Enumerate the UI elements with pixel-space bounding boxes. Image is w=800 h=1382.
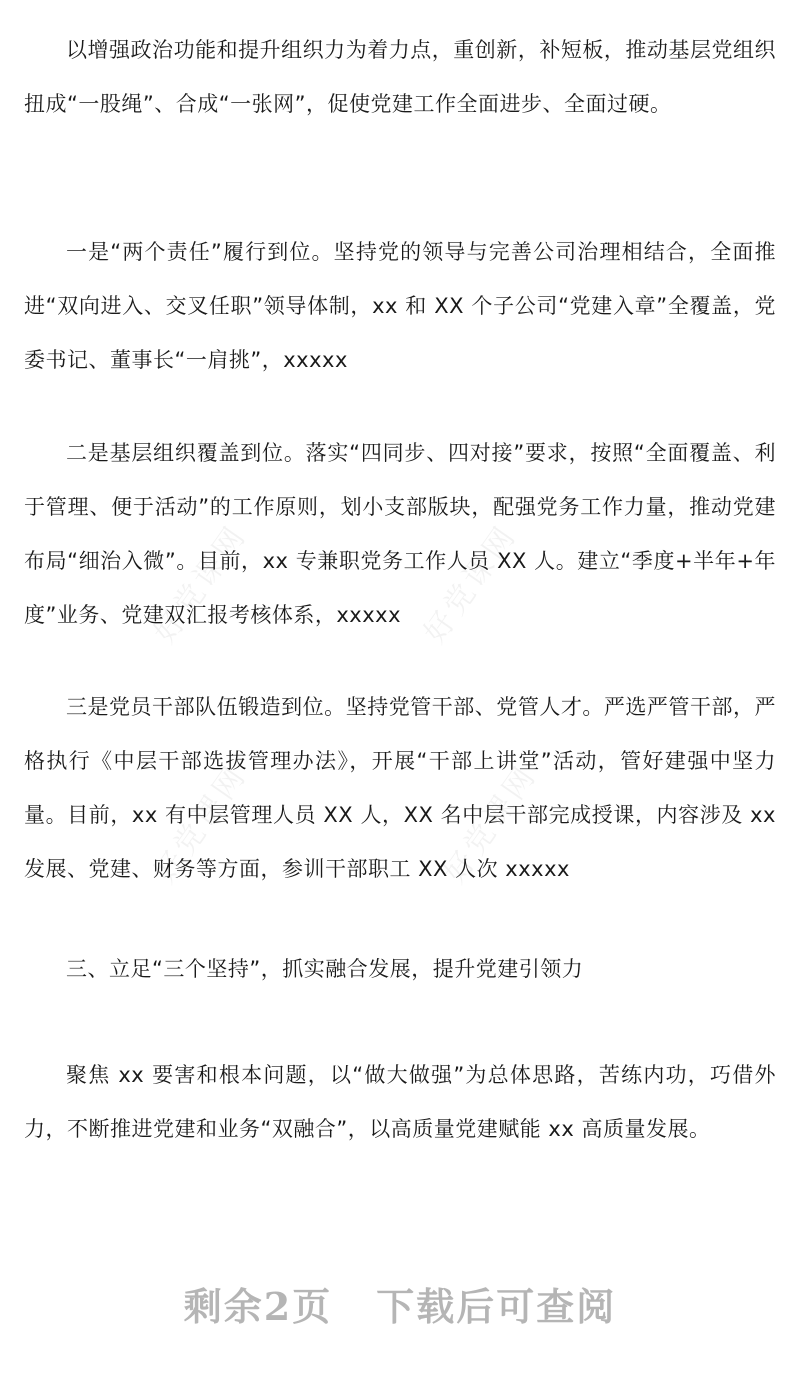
section-heading-three-persistences: 三、立足“三个坚持”，抓实融合发展，提升党建引领力 <box>66 957 584 981</box>
watermark: 好党课网 <box>147 758 255 890</box>
paragraph-grassroots-organization: 二是基层组织覆盖到位。落实“四同步、四对接”要求，按照“全面覆盖、利于管理、便于活动”的工作原则，划小支部版块，配强党务工作力量，推动党建布局“细治入微”。目前，xx 专兼职党务工作人员 XX 人。建立“季度+半年+年度”业务、党建双汇报考核体系，xxxxx <box>24 441 776 627</box>
paragraph-intro: 以增强政治功能和提升组织力为着力点，重创新，补短板，推动基层党组织扭成“一股绳”、合成“一张网”，促使党建工作全面进步、全面过硬。 <box>24 38 776 116</box>
paragraph-two-responsibilities: 一是“两个责任”履行到位。坚持党的领导与完善公司治理相结合，全面推进“双向进入、交叉任职”领导体制，xx 和 XX 个子公司“党建入章”全覆盖，党委书记、董事长“一肩挑”，xxxxx <box>24 240 776 372</box>
watermark: 好党课网 <box>417 518 525 650</box>
paragraph-cadre-team: 三是党员干部队伍锻造到位。坚持党管干部、党管人才。严选严管干部，严格执行《中层干部选拔管理办法》，开展“干部上讲堂”活动，管好建强中坚力量。目前，xx 有中层管理人员 XX 人，XX 名中层干部完成授课，内容涉及 xx 发展、党建、财务等方面，参训干部职工 XX 人次 xxxxx <box>24 695 776 881</box>
download-to-view-text: 下载后可查阅 <box>376 1284 617 1329</box>
watermark: 好党课网 <box>437 758 545 890</box>
remaining-pages-text: 剩余2页 <box>183 1284 333 1329</box>
watermark: 好党课网 <box>147 518 255 650</box>
paragraph-integration: 聚焦 xx 要害和根本问题，以“做大做强”为总体思路，苦练内功，巧借外力，不断推进党建和业务“双融合”，以高质量党建赋能 xx 高质量发展。 <box>24 1063 776 1141</box>
download-prompt[interactable] <box>0 1276 800 1331</box>
